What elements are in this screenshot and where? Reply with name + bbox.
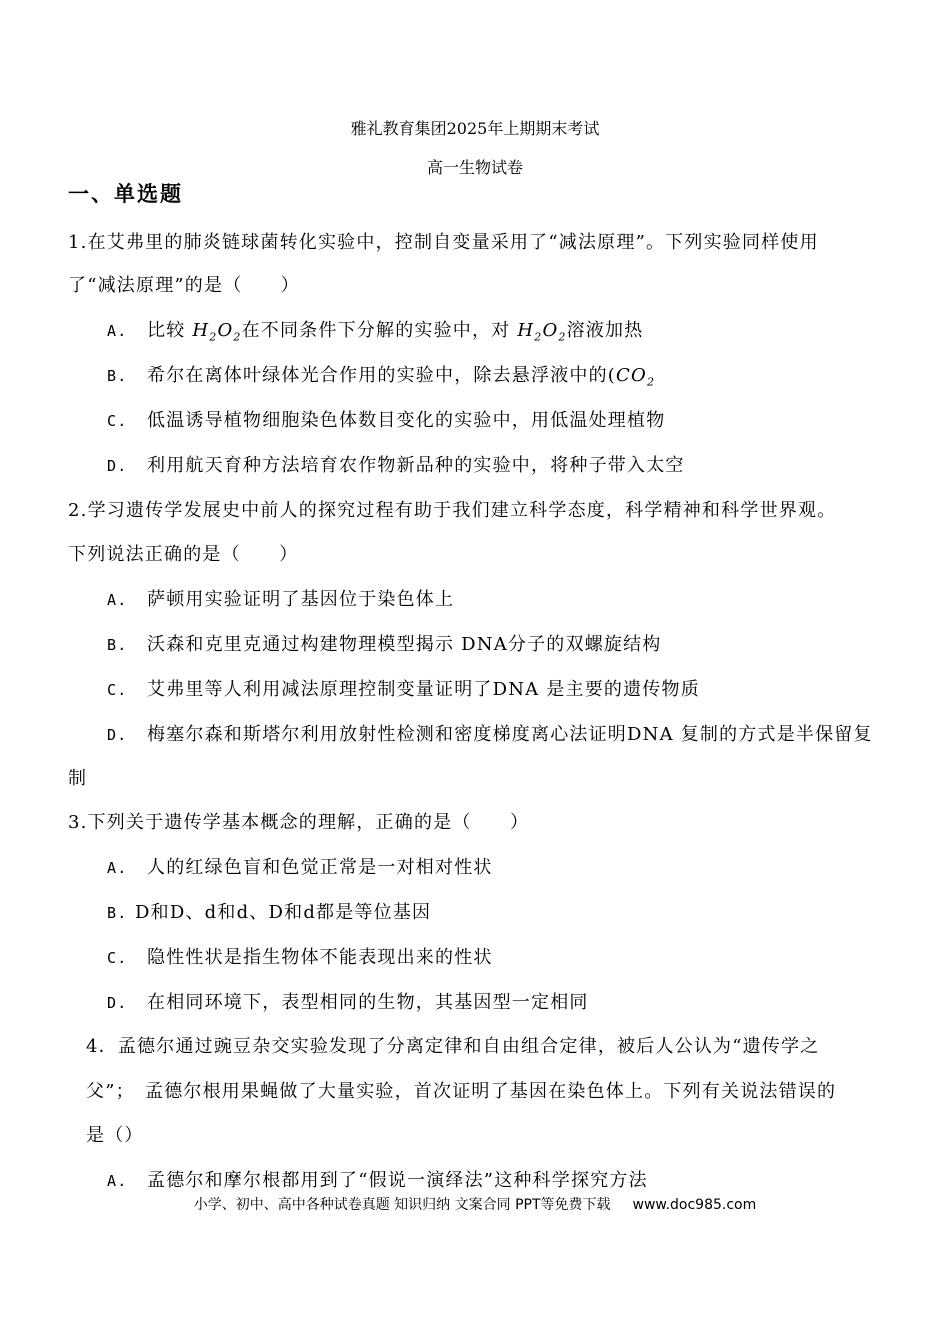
option-text: 萨顿用实验证明了基因位于染色体上 (147, 589, 455, 610)
option-text-mid: 在不同条件下分解的实验中，对 (241, 320, 518, 341)
footer-site-link[interactable]: www.doc985.com (632, 1197, 757, 1213)
question-1-line-1: 1.在艾弗里的肺炎链球菌转化实验中，控制自变量采用了“减法原理”。下列实验同样使用 (68, 232, 819, 253)
option-text: 孟德尔和摩尔根都用到了“假说一演绎法”这种科学探究方法 (147, 1170, 648, 1191)
option-label: B. (107, 904, 128, 922)
option-text: 低温诱导植物细胞染色体数目变化的实验中，用低温处理植物 (147, 410, 666, 431)
footer-text: 小学、初中、高中各种试卷真题 知识归纳 文案合同 PPT等免费下载 (193, 1197, 611, 1213)
option-text: 梅塞尔森和斯塔尔利用放射性检测和密度梯度离心法证明DNA 复制的方式是半保留复 (147, 724, 873, 745)
question-1-option-b[interactable] (107, 361, 655, 389)
question-3-option-c[interactable] (107, 943, 493, 969)
formula-h2o2: $H_2O_2$ (192, 320, 242, 344)
option-label: C. (107, 681, 128, 699)
option-label: D. (107, 457, 128, 475)
option-text-pre: 比较 (147, 320, 193, 341)
option-label: D. (107, 994, 128, 1012)
page-footer (0, 1194, 950, 1214)
question-1-option-c[interactable] (107, 406, 665, 432)
question-4-option-a[interactable] (107, 1166, 648, 1192)
question-2-option-a[interactable] (107, 585, 454, 611)
question-4-line-1: 4．孟德尔通过豌豆杂交实验发现了分离定律和自由组合定律，被后人公认为“遗传学之 (86, 1036, 820, 1057)
question-1-option-a[interactable] (107, 316, 643, 344)
option-text: 隐性性状是指生物体不能表现出来的性状 (147, 947, 493, 968)
option-text-tail: 溶液加热 (566, 320, 644, 341)
question-3-option-b[interactable] (107, 898, 431, 924)
option-label: A. (107, 859, 128, 877)
question-1-option-d[interactable] (107, 451, 685, 477)
question-2-option-d[interactable] (107, 720, 873, 746)
option-label: D. (107, 726, 128, 744)
option-label: B. (107, 367, 128, 385)
question-4-line-3: 是（） (86, 1125, 144, 1146)
option-label: A. (107, 322, 128, 340)
question-2-option-b[interactable] (107, 630, 662, 656)
option-text: 人的红绿色盲和色觉正常是一对相对性状 (147, 857, 493, 878)
option-label: A. (107, 1172, 128, 1190)
option-text: D和D、d和d、D和d都是等位基因 (135, 902, 432, 923)
option-label: B. (107, 636, 128, 654)
option-text: 沃森和克里克通过构建物理模型揭示 DNA分子的双螺旋结构 (147, 634, 662, 655)
option-text: 艾弗里等人利用减法原理控制变量证明了DNA 是主要的遗传物质 (147, 679, 700, 700)
option-label: C. (107, 949, 128, 967)
option-text: 在相同环境下，表型相同的生物，其基因型一定相同 (147, 992, 589, 1013)
question-4-line-2: 父”； 孟德尔根用果蝇做了大量实验，首次证明了基因在染色体上。下列有关说法错误的 (86, 1081, 837, 1102)
exam-subtitle: 高一生物试卷 (426, 158, 523, 177)
formula-h2o2: $H_2O_2$ (517, 320, 567, 344)
question-2-option-c[interactable] (107, 675, 700, 701)
question-3-line-1: 3.下列关于遗传学基本概念的理解，正确的是（ ） (68, 812, 530, 833)
question-2-option-d-continuation: 制 (68, 768, 88, 789)
question-1-line-2: 了“减法原理”的是（ ） (68, 275, 301, 296)
option-label: C. (107, 412, 128, 430)
question-3-option-a[interactable] (107, 853, 493, 879)
question-3-option-d[interactable] (107, 988, 589, 1014)
question-2-line-1: 2.学习遗传学发展史中前人的探究过程有助于我们建立科学态度，科学精神和科学世界观。 (68, 500, 837, 521)
option-text: 利用航天育种方法培育农作物新品种的实验中，将种子带入太空 (147, 455, 685, 476)
question-2-line-2: 下列说法正确的是（ ） (68, 544, 299, 565)
section-title: 一、单选题 (68, 181, 183, 206)
exam-title: 雅礼教育集团2025年上期期末考试 (350, 119, 600, 138)
formula-co2: $CO_2$ (616, 365, 656, 389)
option-text: 希尔在离体叶绿体光合作用的实验中，除去悬浮液中的( (147, 365, 617, 386)
option-label: A. (107, 591, 128, 609)
